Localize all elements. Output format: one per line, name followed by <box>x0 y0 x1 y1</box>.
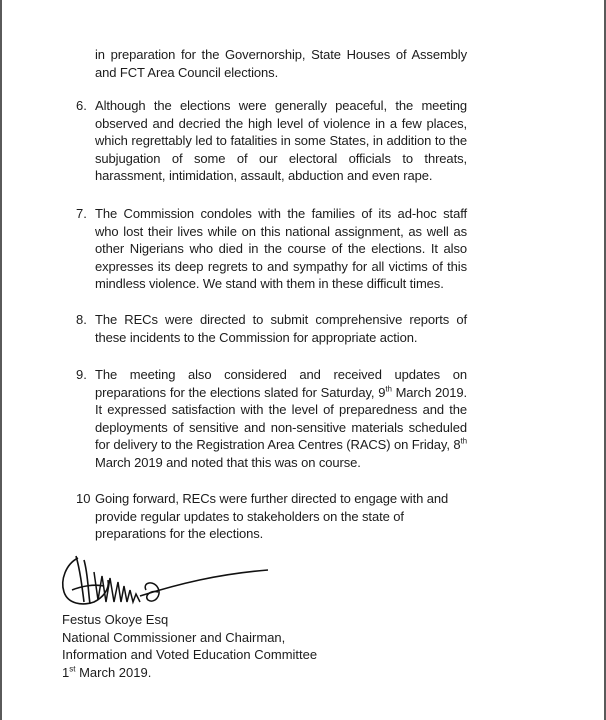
item-number: 9. <box>76 367 87 382</box>
item-text: Although the elections were generally peaceful, the meeting observed and decried the high level of violence in a few places, which regrettably led to fatalities in some States, in addition to the subjugation of some of our electoral officials to threats, harassment, intimidation, assault, abduction and even rape. <box>95 98 467 184</box>
item-number: 8. <box>76 312 87 327</box>
list-item-9 <box>76 366 467 472</box>
item-number: 6. <box>76 98 87 113</box>
item-text <box>95 366 467 472</box>
date-rest: March 2019. <box>75 664 152 680</box>
item-text-part: March 2019 and noted that this was on course. <box>95 454 361 470</box>
item-text: The RECs were directed to submit comprehensive reports of these incidents to the Commission for appropriate action. <box>95 312 467 345</box>
date-day: 1 <box>62 664 70 680</box>
item-text-part: March 2019. It expressed satisfaction with the level of preparedness and the deployments of sensitive and non-sensitive materials scheduled for delivery to the Registration Area Centres (RACS) on Friday, 8 <box>95 384 467 453</box>
signatory-name: Festus Okoye Esq <box>62 612 169 627</box>
item-number: 10 <box>76 491 91 506</box>
ordinal-suffix: st <box>69 664 76 674</box>
ordinal-suffix: th <box>385 384 392 394</box>
page-edge-left <box>0 0 2 720</box>
signature-block <box>62 611 317 681</box>
signature-date <box>62 664 317 682</box>
item-text: The Commission condoles with the families of its ad-hoc staff who lost their lives while on this national assignment, as well as other Nigerians who died in the course of the elections. It also expresses its deep regrets to and sympathy for all victims of this mindless violence. We stand with them in these difficult times. <box>95 206 467 292</box>
signatory-committee: Information and Voted Education Committee <box>62 647 318 663</box>
signature-icon <box>58 550 288 615</box>
signatory-title: National Commissioner and Chairman, <box>62 629 286 645</box>
intro-continuation: in preparation for the Governorship, State Houses of Assembly and FCT Area Council elections. <box>95 47 467 80</box>
list-item-7 <box>76 205 467 293</box>
item-text-part: The meeting also considered and received updates on preparations for the elections slated for Saturday, 9 <box>95 367 467 400</box>
item-text: Going forward, RECs were further directed to engage with and provide regular updates to stakeholders on the state of preparations for the elections. <box>95 491 449 542</box>
ordinal-suffix: th <box>460 437 467 447</box>
list-item-6 <box>76 97 467 185</box>
list-item-10 <box>76 490 467 543</box>
item-number: 7. <box>76 206 87 221</box>
list-item-8 <box>76 311 467 346</box>
